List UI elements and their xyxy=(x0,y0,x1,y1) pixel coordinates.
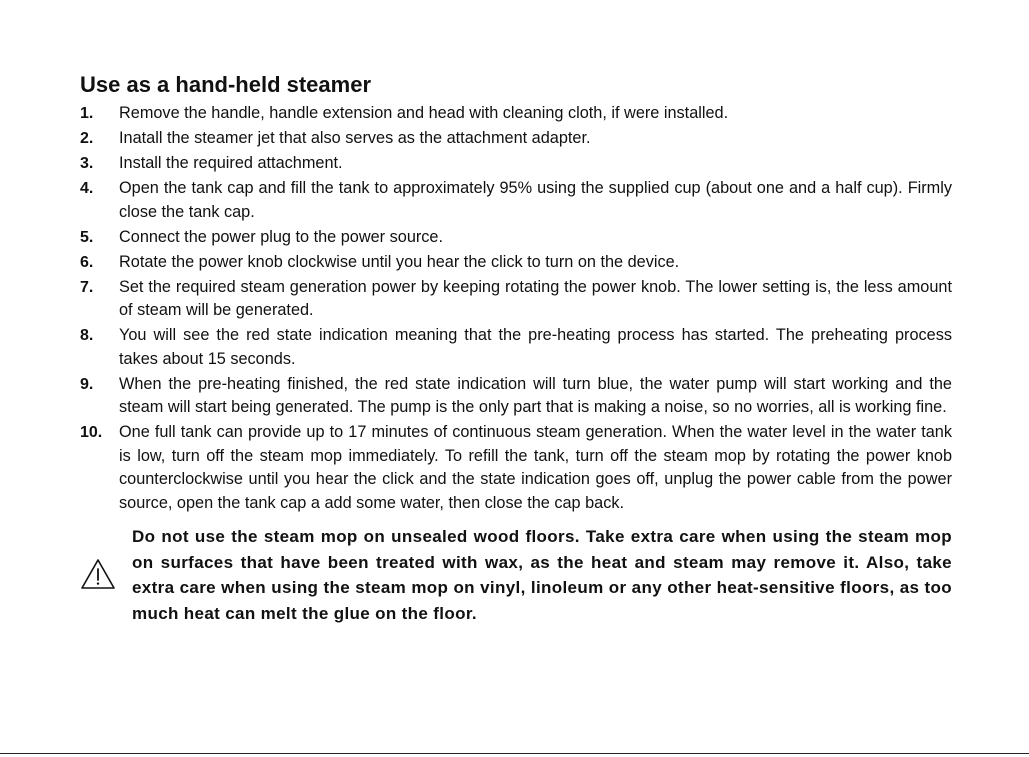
step-text: Set the required steam generation power by keeping rotating the power knob. The lower setting is, the less amount of steam will be generated. xyxy=(119,277,952,319)
list-item xyxy=(80,276,952,323)
list-item xyxy=(80,421,952,515)
step-text: Rotate the power knob clockwise until you hear the click to turn on the device. xyxy=(119,252,680,271)
list-item xyxy=(80,324,952,371)
page-bottom-rule xyxy=(0,753,1029,754)
list-item xyxy=(80,127,952,151)
step-text: Open the tank cap and fill the tank to approximately 95% using the supplied cup (about one and a half cup). Firmly close the tank cap. xyxy=(119,179,952,221)
step-number: 1. xyxy=(80,105,94,122)
list-item xyxy=(80,152,952,176)
step-number: 6. xyxy=(80,253,94,271)
step-text: One full tank can provide up to 17 minutes of continuous steam generation. When the water level in the water tank is low, turn off the steam mop immediately. To refill the tank, turn off the steam mop by rotating the power knob counterclockwise until you hear the click and the state indication goes off, unplug the power cable from the power source, open the tank cap a add some water, then close the cap back. xyxy=(119,423,952,512)
step-text: You will see the red state indication meaning that the pre-heating process has started. The preheating process takes about 15 seconds. xyxy=(119,326,952,368)
list-item xyxy=(80,102,952,126)
step-number: 7. xyxy=(80,278,94,296)
step-number: 10. xyxy=(80,424,103,441)
list-item xyxy=(80,373,952,420)
list-item xyxy=(80,251,952,275)
step-number: 8. xyxy=(80,327,94,344)
list-item xyxy=(80,177,952,224)
step-number: 5. xyxy=(80,228,94,246)
step-text: Remove the handle, handle extension and head with cleaning cloth, if were installed. xyxy=(119,104,729,122)
step-number: 3. xyxy=(80,155,94,172)
warning-block xyxy=(80,524,952,626)
section-title: Use as a hand-held steamer xyxy=(80,72,372,97)
step-text: Connect the power plug to the power source. xyxy=(119,227,444,246)
warning-triangle-icon xyxy=(80,558,116,590)
step-number: 4. xyxy=(80,180,94,197)
warning-text: Do not use the steam mop on unsealed wood floors. Take extra care when using the steam mop on surfaces that have been treated with wax, as the heat and steam may remove it. Also, take extra care when using the steam mop on vinyl, linoleum or any other heat-sensitive floors, as too much heat can melt the glue on the floor. xyxy=(132,527,952,623)
manual-page xyxy=(80,70,952,626)
step-number: 9. xyxy=(80,375,94,393)
step-text: When the pre-heating finished, the red state indication will turn blue, the water pump will start working and the steam will start being generated. The pump is the only part that is making a noise, so no worries, all is working fine. xyxy=(119,374,952,416)
step-text: Inatall the steamer jet that also serves as the attachment adapter. xyxy=(119,129,591,147)
list-item xyxy=(80,226,952,250)
step-text: Install the required attachment. xyxy=(119,154,343,172)
step-number: 2. xyxy=(80,130,94,147)
steps-list xyxy=(80,102,952,515)
